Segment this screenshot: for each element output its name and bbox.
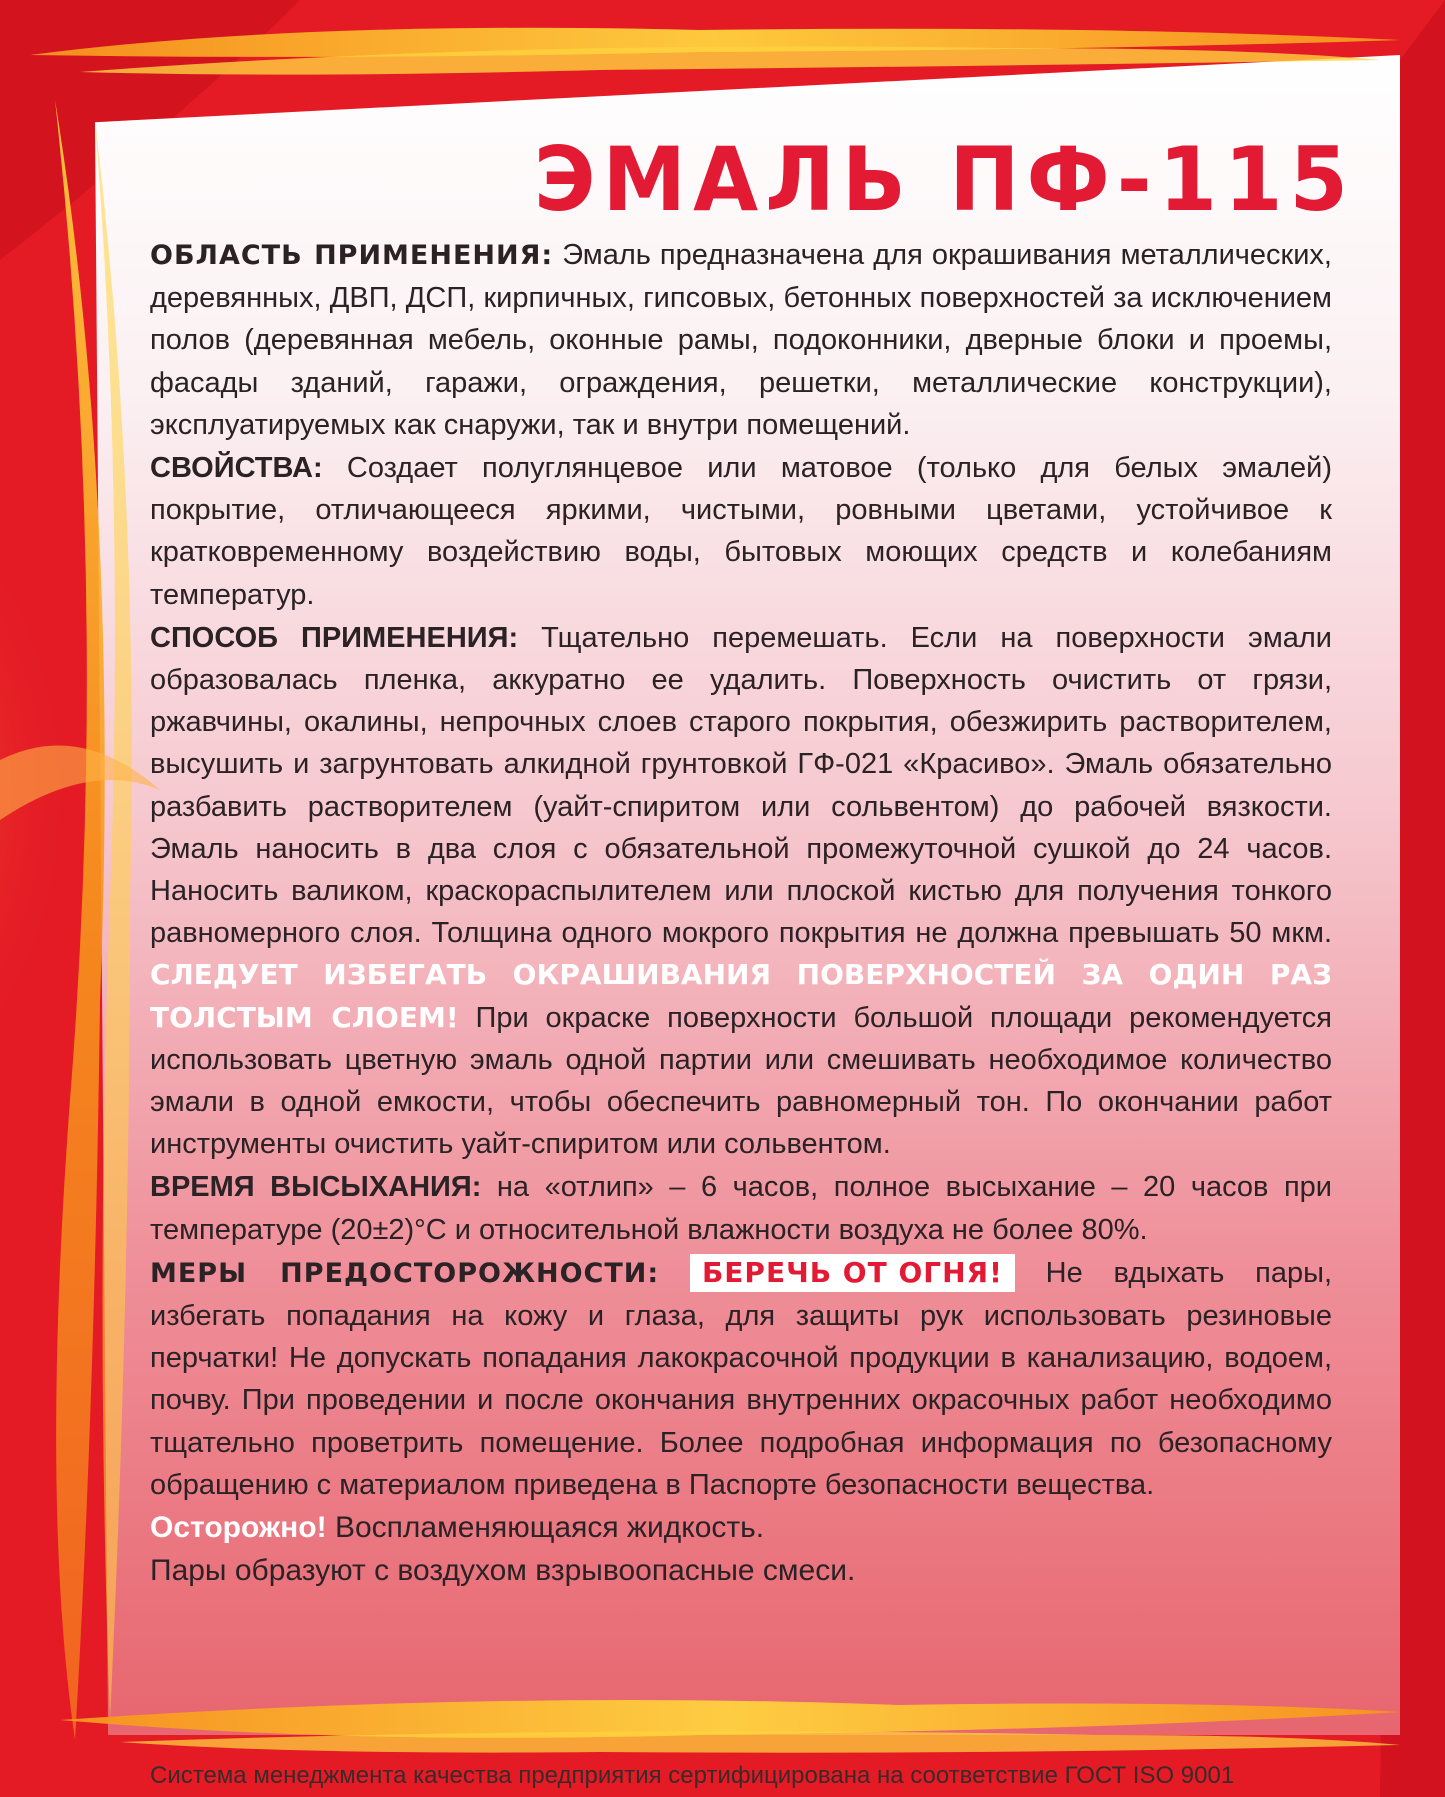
usage-warning: СЛЕДУЕТ ИЗБЕГАТЬ ОКРАШИВАНИЯ ПОВЕРХНОСТЕЙ ЗА ОДИН РАЗ ТОЛСТЫМ СЛОЕМ! (150, 958, 1332, 1034)
usage-text-after: При окраске поверхности большой площади рекомендуется использовать цветную эмаль одной партии или смешивать необходимое количество эмали в одной емкости, чтобы обеспечить равномерный тон. По окончании работ инструменты очистить уайт-спиритом или сольвентом. (150, 1001, 1332, 1161)
drying-time-label: ВРЕМЯ ВЫСЫХАНИЯ: (150, 1171, 482, 1204)
caution-word: Осторожно! (150, 1511, 327, 1545)
caution-line-1 (150, 1507, 1332, 1549)
caution-text-1: Воспламеняющаяся жидкость. (334, 1511, 765, 1545)
section-usage (150, 617, 1332, 1166)
properties-label: СВОЙСТВА: (150, 452, 323, 485)
section-application-area (150, 234, 1332, 446)
section-precautions (150, 1252, 1332, 1506)
drying-time-text: на «отлип» – 6 часов, полное высыхание – 20 часов при температуре (20±2)°С и относительной влажности воздуха не более 80%. (150, 1171, 1332, 1246)
precautions-text: Не вдыхать пары, избегать попадания на кожу и глаза, для защиты рук использовать резиновые перчатки! Не допускать попадания лакокрасочной продукции в канализацию, водоем, почву. При проведении и после окончания внутренних окрасочных работ необходимо тщательно проветрить помещение. Более подробная информация по безопасному обращению с материалом приведена в Паспорте безопасности вещества. (150, 1256, 1333, 1501)
properties-text: Создает полуглянцевое или матовое (только для белых эмалей) покрытие, отличающееся яркими, чистыми, ровными цветами, устойчивое к кратковременному воздействию воды, бытовых моющих средств и колебаниям температур. (150, 452, 1332, 611)
caution-line-2 (150, 1550, 1332, 1592)
application-area-label: ОБЛАСТЬ ПРИМЕНЕНИЯ: (150, 240, 554, 271)
product-description (150, 234, 1332, 1593)
application-area-text: Эмаль предназначена для окрашивания металлических, деревянных, ДВП, ДСП, кирпичных, гипсовых, бетонных поверхностей за исключением полов (деревянная мебель, оконные рамы, подоконники, дверные блоки и проемы, фасады зданий, гаражи, ограждения, решетки, металлические конструкции), эксплуатируемых как снаружи, так и внутри помещений. (150, 239, 1332, 441)
usage-label: СПОСОБ ПРИМЕНЕНИЯ: (150, 621, 519, 654)
certification-footer: Система менеджмента качества предприятия сертифицирована на соответствие ГОСТ ISO 9001 (150, 1762, 1235, 1789)
caution-text-2: Пары образуют с воздухом взрывоопасные смеси. (150, 1554, 856, 1588)
fire-warning-badge: БЕРЕЧЬ ОТ ОГНЯ! (690, 1254, 1015, 1292)
usage-text: Тщательно перемешать. Если на поверхности эмали образовалась пленка, аккуратно ее удалить. Поверхность очистить от грязи, ржавчины, окалины, непрочных слоев старого покрытия, обезжирить растворителем, высушить и загрунтовать алкидной грунтовкой ГФ-021 «Красиво». Эмаль обязательно разбавить растворителем (уайт-спиритом или сольвентом) до рабочей вязкости. Эмаль наносить в два слоя с обязательной промежуточной сушкой до 24 часов. Наносить валиком, краскораспылителем или плоской кистью для получения тонкого равномерного слоя. Толщина одного мокрого покрытия не должна превышать 50 мкм. (150, 621, 1332, 950)
section-properties (150, 447, 1332, 616)
precautions-label: МЕРЫ ПРЕДОСТОРОЖНОСТИ: (150, 1257, 660, 1289)
section-drying-time (150, 1166, 1332, 1250)
page-title: ЭМАЛЬ ПФ-115 (533, 128, 1355, 231)
